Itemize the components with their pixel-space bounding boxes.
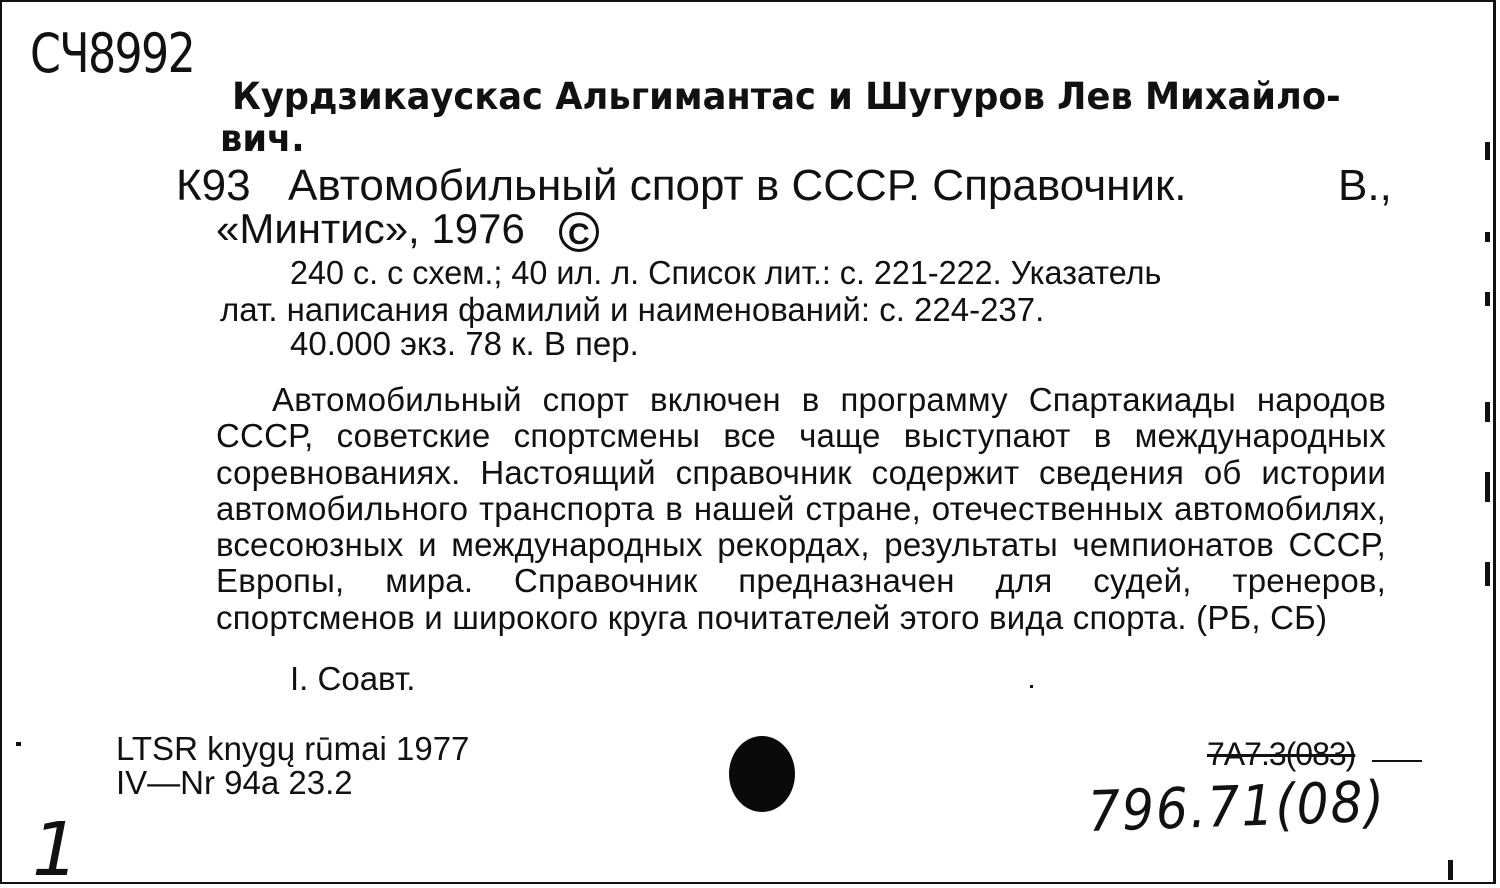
black-dot-mark (729, 736, 795, 812)
publisher-row (216, 205, 599, 252)
collation-line-1: 240 с. с схем.; 40 ил. л. Список лит.: с. 221-222. Указатель (290, 254, 1162, 291)
edge-mark (1485, 292, 1490, 306)
author-line-1: Курдзикаускас Альгимантас и Шугуров Лев Михайло- (232, 75, 1341, 118)
coauthor-note: I. Соавт. (290, 660, 416, 697)
handwritten-call-number: СЧ8992 (30, 22, 195, 85)
udc-strike-line (1372, 760, 1422, 762)
edge-mark (1485, 472, 1490, 502)
classification-code: К93 (176, 161, 251, 210)
printer-line-1: LTSR knygų rūmai 1977 (116, 730, 470, 767)
publication-place: В., (1338, 161, 1392, 210)
speck (16, 742, 21, 746)
author-line-2: вич. (220, 117, 305, 160)
edge-mark (1485, 232, 1490, 242)
book-title: Автомобильный спорт в СССР. Справочник. (288, 161, 1187, 210)
edge-mark (1485, 142, 1490, 160)
handwritten-udc: 796.71(08) (1087, 769, 1387, 845)
publisher-year: «Минтис», 1976 (216, 205, 525, 252)
collation-line-2: лат. написания фамилий и наименований: с. 224-237. (220, 291, 1045, 328)
printer-line-2: IV—Nr 94a 23.2 (116, 764, 353, 801)
annotation-text: Автомобильный спорт включен в программу Спартакиады народов СССР, советские спортсмены все чаще выступают в международных соревнованиях. Настоящий справочник содержит сведения об истории автомобильного транспорта в нашей стране, отечественных автомобилях, всесоюзных и международных рекордах, результаты чемпионатов СССР, Европы, мира. Справочник предназначен для судей, тренеров, спортсменов и широкого круга почитателей этого вида спорта. (РБ, СБ) (216, 381, 1386, 636)
price-line: 40.000 экз. 78 к. В пер. (290, 325, 639, 362)
speck (1030, 685, 1033, 688)
udc-printed-crossed: 7А7.3(083) (1207, 736, 1356, 772)
copyright-icon: C (559, 212, 599, 252)
edge-mark (1485, 562, 1490, 586)
speck (1448, 860, 1453, 880)
handwritten-number: 1 (32, 807, 80, 884)
edge-mark (1485, 402, 1490, 422)
annotation (216, 382, 1386, 636)
